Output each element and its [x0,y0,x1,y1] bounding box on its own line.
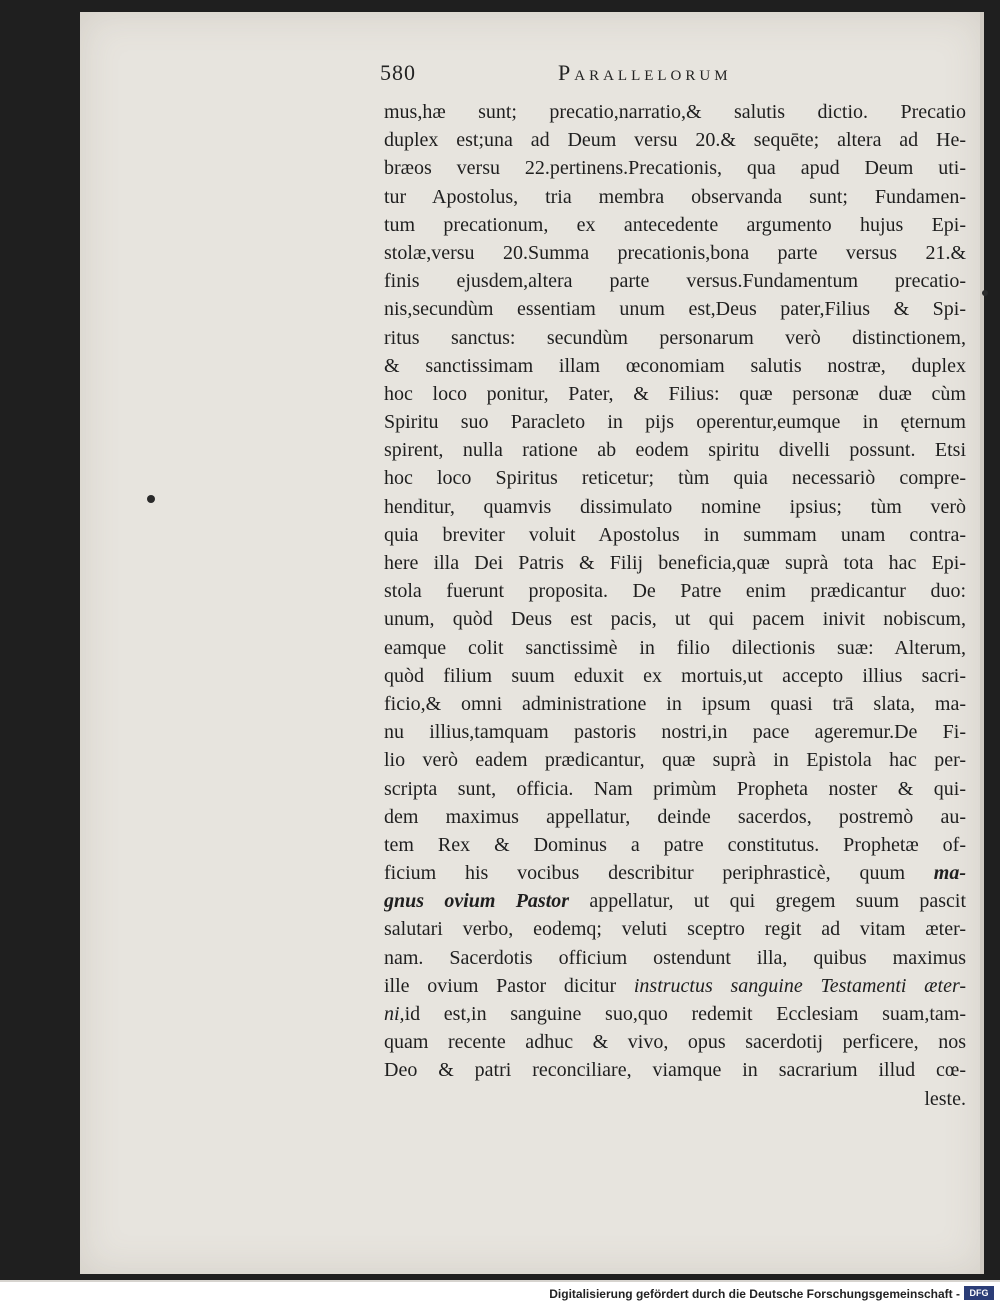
text-line: spirent, nulla ratione ab eodem spiritu divelli possunt. Etsi [384,439,966,462]
text-line: leste. [924,1087,966,1110]
text-line [384,887,966,915]
text-line: nis,secundùm essentiam unum est,Deus pater,Filius & Spi- [384,298,966,321]
text-line: duplex est;una ad Deum versu 20.& sequēte; altera ad He- [384,129,966,152]
page-number: 580 [380,60,416,85]
text-line: here illa Dei Patris & Filij beneficia,quæ suprà tota hac Epi- [384,552,966,574]
text-line [384,859,966,887]
footer-bar [0,1282,1000,1305]
text-fragment: ille ovium Pastor dicitur [384,974,617,997]
text-line: mus,hæ sunt; precatio,narratio,& salutis dictio. Precatio [384,101,966,123]
text-line: tem Rex & Dominus a patre constitutus. Prophetæ of- [384,833,966,856]
text-line: henditur, quamvis dissimulato nomine ipsius; tùm verò [384,495,966,518]
text-line: hoc loco ponitur, Pater, & Filius: quæ personæ duæ cùm [384,382,966,405]
page-edge [980,12,984,1274]
text-line: stolæ,versu 20.Summa precationis,bona parte versus 21.& [384,241,966,264]
funding-notice: Digitalisierung gefördert durch die Deutsche Forschungsgemeinschaft - [549,1287,960,1301]
text-line: scripta sunt, officia. Nam primùm Propheta noster & qui- [384,777,966,800]
italic-fragment: ma- [933,862,966,885]
body-text [384,98,966,1113]
text-line [384,1000,966,1028]
text-fragment: id est,in sanguine suo,quo redemit Ecclesiam suam,tam- [404,1003,966,1025]
text-line: quia breviter voluit Apostolus in summam unam contra- [384,523,966,546]
text-fragment: appellatur, ut qui gregem suum pascit [569,890,966,913]
italic-fragment: instructus sanguine Testamenti æter- [633,974,966,997]
text-line: lio verò eadem prædicantur, quæ suprà in Epistola hac per- [384,749,966,772]
text-line: Deo & patri reconciliare, viamque in sacrarium illud cœ- [384,1059,966,1082]
text-line: nu illius,tamquam pastoris nostri,in pace ageremur.De Fi- [384,721,966,744]
text-line: tur Apostolus, tria membra observanda sunt; Fundamen- [384,185,966,208]
text-line: eamque colit sanctissimè in filio dilectionis suæ: Alterum, [384,636,966,659]
text-line: finis ejusdem,altera parte versus.Fundamentum precatio- [384,270,966,293]
text-line: bræos versu 22.pertinens.Precationis, qua apud Deum uti- [384,157,966,180]
page-header [380,60,810,90]
text-line: unum, quòd Deus est pacis, ut qui pacem inivit nobiscum, [384,608,966,631]
text-line: & sanctissimam illam œconomiam salutis nostræ, duplex [384,354,966,377]
italic-fragment: ni, [384,1003,405,1025]
text-line: Spiritu suo Paracleto in pijs operentur,eumque in ęternum [384,411,966,434]
text-line: salutari verbo, eodemq; veluti sceptro regit ad vitam æter- [384,918,966,941]
text-line: dem maximus appellatur, deinde sacerdos, postremò au- [384,805,966,828]
text-line: stola fuerunt proposita. De Patre enim prædicantur duo: [384,580,966,603]
dfg-logo-icon: DFG [964,1286,994,1300]
italic-fragment: gnus ovium Pastor [384,890,570,913]
text-line: hoc loco Spiritus reticetur; tùm quia necessariò compre- [384,467,966,490]
text-line: tum precationum, ex antecedente argumento hujus Epi- [384,213,966,236]
running-head: Parallelorum [558,60,732,85]
text-line [384,972,966,1000]
text-fragment: ficium his vocibus describitur periphrasticè, quum [384,862,905,885]
text-line: ritus sanctus: secundùm personarum verò distinctionem, [384,326,966,349]
ink-spot [147,495,155,503]
text-line: ficio,& omni administratione in ipsum quasi trā slata, ma- [384,692,966,715]
text-line: nam. Sacerdotis officium ostendunt illa, quibus maximus [384,946,966,969]
ink-spot [982,290,988,296]
text-line: quam recente adhuc & vivo, opus sacerdotij perficere, nos [384,1031,966,1054]
text-line: quòd filium suum eduxit ex mortuis,ut accepto illius sacri- [384,664,966,687]
